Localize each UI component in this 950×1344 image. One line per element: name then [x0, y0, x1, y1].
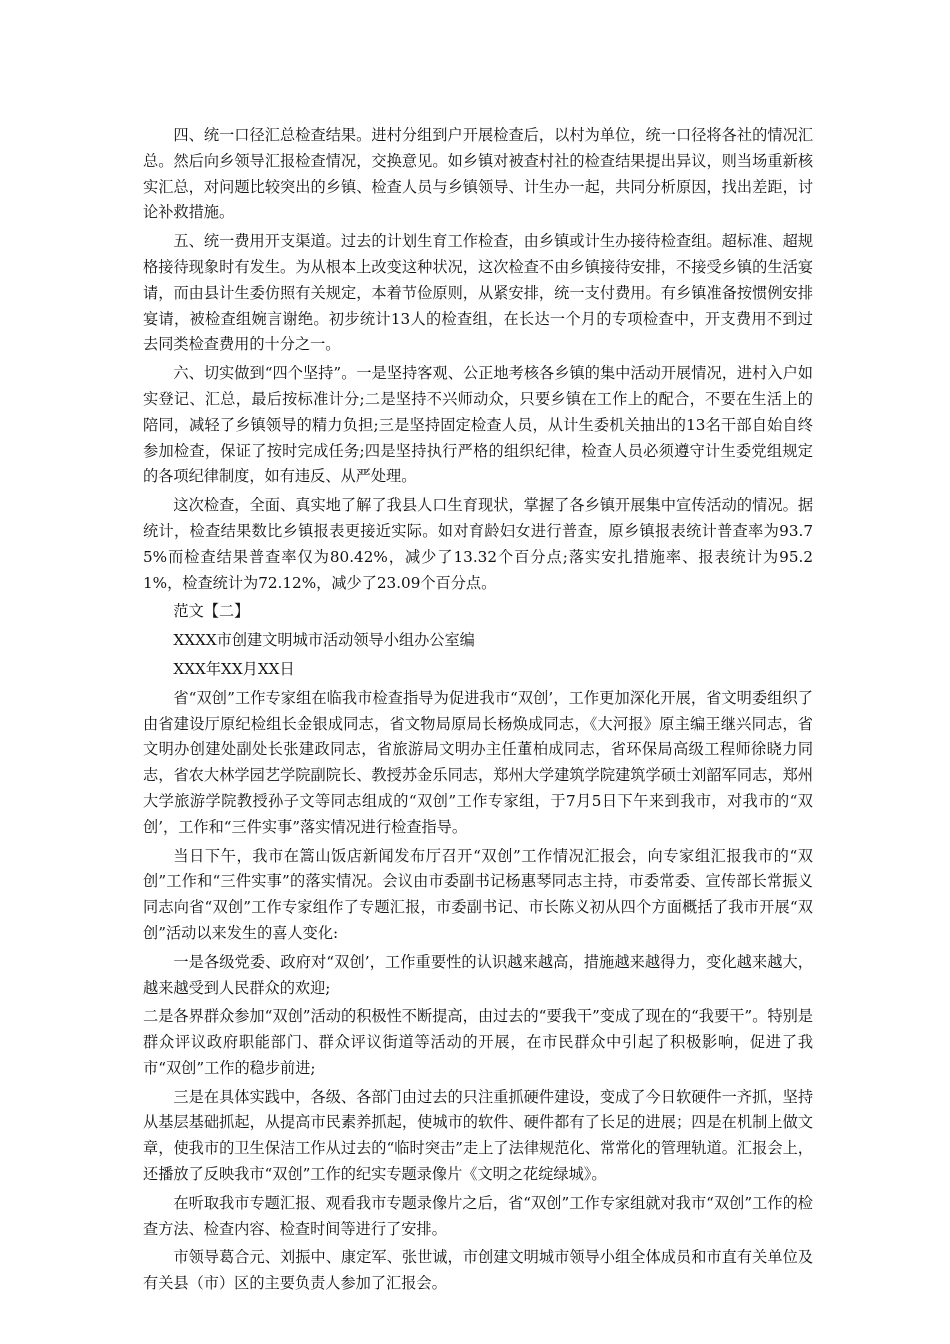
- paragraph-attendees: 市领导葛合元、刘振中、康定军、张世诚，市创建文明城市领导小组全体成员和市直有关单位及有关县（市）区的主要负责人参加了汇报会。: [143, 1248, 813, 1293]
- paragraph-point-three: 三是在具体实践中，各级、各部门由过去的只注重抓硬件建设，变成了今日软硬件一齐抓，坚持从基层基础抓起，从提高市民素养抓起，使城市的软件、硬件都有了长足的进展；四是在机制上做文章，使我市的卫生保洁工作从过去的“临时突击”走上了法律规范化、常常化的管理轨道。汇报会上，还播放了反映我市“双创”工作的纪实专题录像片《文明之花绽绿城》。: [143, 1087, 813, 1184]
- paragraph-5-unified-expenses: 五、统一费用开支渠道。过去的计划生育工作检查，由乡镇或计生办接待检查组。超标准、超规格接待现象时有发生。为从根本上改变这种状况，这次检查不由乡镇接待安排，不接受乡镇的生活宴请，而由县计生委仿照有关规定，本着节俭原则，从紧安排，统一支付费用。有乡镇准备按惯例安排宴请，被检查组婉言谢绝。初步统计13人的检查组，在长达一个月的专项检查中，开支费用不到过去同类检查费用的十分之一。: [143, 232, 813, 354]
- paragraph-point-two: 二是各界群众参加“双创”活动的积极性不断提高，由过去的“要我干”变成了现在的“我要干”。特别是群众评议政府职能部门、群众评议街道等活动的开展，在市民群众中引起了积极影响，促进了我市“双创”工作的稳步前进;: [143, 1007, 813, 1077]
- paragraph-4-unified-summary: 四、统一口径汇总检查结果。进村分组到户开展检查后，以村为单位，统一口径将各社的情况汇总。然后向乡领导汇报检查情况，交换意见。如乡镇对被查村社的检查结果提出异议，则当场重新核实汇总，对问题比较突出的乡镇、检查人员与乡镇领导、计生办一起，共同分析原因，找出差距，讨论补救措施。: [143, 126, 813, 222]
- section-heading-sample-2: 范文【二】: [173, 602, 250, 621]
- paragraph-point-one: 一是各级党委、政府对“双创’，工作重要性的认识越来越高，措施越来越得力，变化越来越大，越来越受到人民群众的欢迎;: [143, 952, 813, 997]
- paragraph-expert-group: 省“双创”工作专家组在临我市检查指导为促进我市“双创’，工作更加深化开展，省文明委组织了由省建设厅原纪检组长金银成同志，省文物局原局长杨焕成同志，《大河报》原主编王继兴同志，省文明办创建处副处长张建政同志，省旅游局文明办主任董柏成同志，省环保局高级工程师徐晓力同志，省农大林学园艺学院副院长、教授苏金乐同志，郑州大学建筑学院建筑学硕士刘韶军同志，郑州大学旅游学院教授孙子文等同志组成的“双创”工作专家组，于7月5日下午来到我市，对我市的“双创’，工作和“三件实事”落实情况进行检查指导。: [143, 688, 813, 836]
- paragraph-inspection-results: 这次检查，全面、真实地了解了我县人口生育现状，掌握了各乡镇开展集中宣传活动的情况。据统计，检查结果数比乡镇报表更接近实际。如对育龄妇女进行普查，原乡镇报表统计普查率为93.75%而检查结果普查率仅为80.42%，减少了13.32个百分点;落实安扎措施率、报表统计为95.21%，检查统计为72.12%，减少了23.09个百分点。: [143, 496, 813, 592]
- paragraph-report-meeting: 当日下午，我市在篙山饭店新闻发布厅召开“双创”工作情况汇报会，向专家组汇报我市的“双创”工作和“三件实事”的落实情况。会议由市委副书记杨惠琴同志主持，市委常委、宣传部长常振义同志向省“双创”工作专家组作了专题汇报，市委副书记、市长陈义初从四个方面概括了我市开展“双创”活动以来发生的喜人变化:: [143, 846, 813, 942]
- date-line: XXX年XX月XX日: [173, 659, 295, 678]
- editor-office-line: XXXX市创建文明城市活动领导小组办公室编: [173, 631, 475, 650]
- paragraph-arrangement: 在听取我市专题汇报、观看我市专题录像片之后，省“双创”工作专家组就对我市“双创”工作的检查方法、检查内容、检查时间等进行了安排。: [143, 1193, 813, 1238]
- document-body: [143, 123, 813, 1300]
- paragraph-6-four-persistences: 六、切实做到“四个坚持”。一是坚持客观、公正地考核各乡镇的集中活动开展情况，进村入户如实登记、汇总，最后按标准计分;二是坚持不兴师动众，只要乡镇在工作上的配合，不要在生活上的陪同，减轻了乡镇领导的精力负担;三是坚持固定检查人员，从计生委机关抽出的13名干部自始自终参加检查，保证了按时完成任务;四是坚持执行严格的组织纪律，检查人员必须遵守计生委党组规定的各项纪律制度，如有违反、从严处理。: [143, 364, 813, 486]
